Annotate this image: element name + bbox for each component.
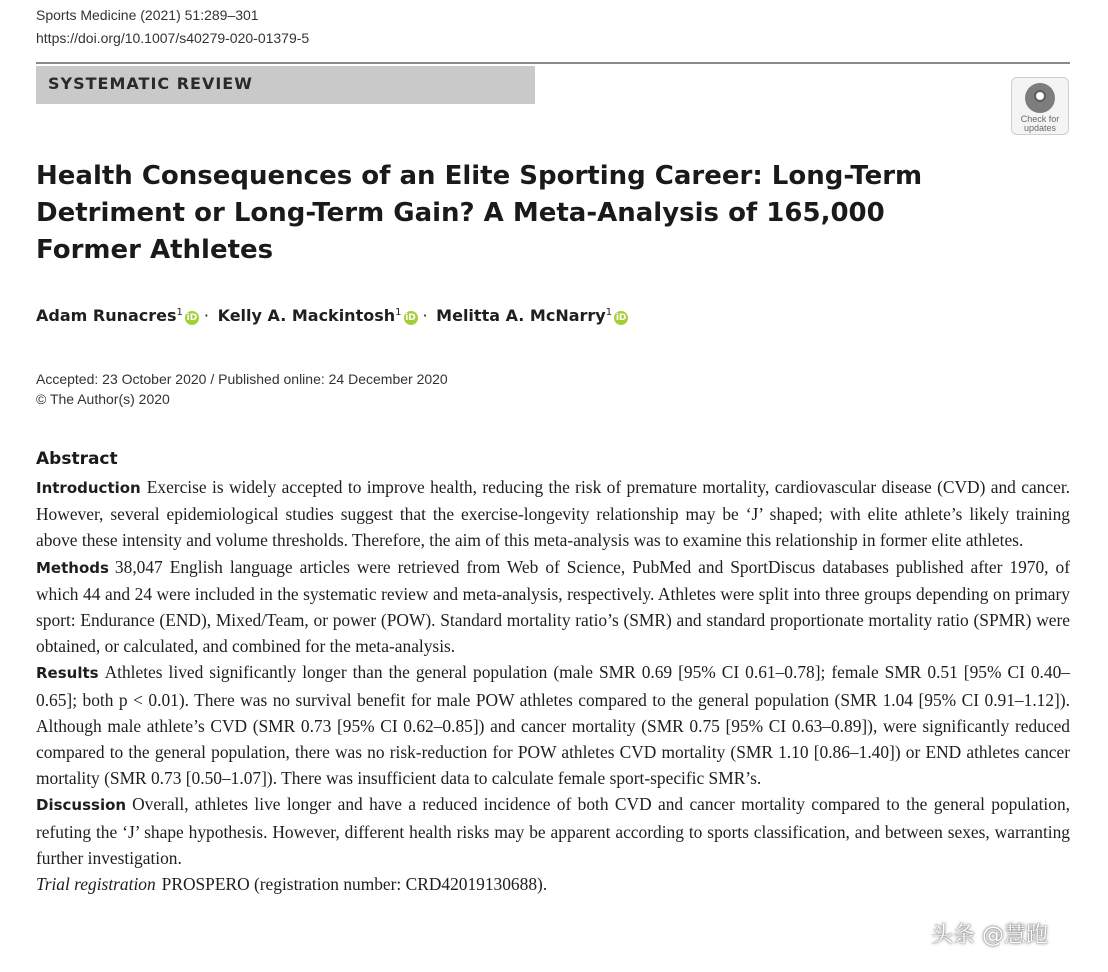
publication-dates <box>36 369 448 409</box>
check-for-updates-icon <box>1025 83 1055 113</box>
author-separator: · <box>203 306 209 325</box>
author-separator: · <box>422 306 428 325</box>
author-name[interactable]: Melitta A. McNarry <box>436 306 606 325</box>
introduction-label: Introduction <box>36 479 141 497</box>
orcid-icon[interactable]: iD <box>405 313 416 323</box>
orcid-icon[interactable]: iD <box>615 313 627 323</box>
author-affiliation: 1 <box>395 307 402 318</box>
copyright-notice: © The Author(s) 2020 <box>36 391 170 407</box>
trial-registration-text: PROSPERO (registration number: CRD42019130688). <box>161 874 548 895</box>
doi-link[interactable]: https://doi.org/10.1007/s40279-020-01379-5 <box>36 30 310 46</box>
results-label: Results <box>36 664 99 683</box>
section-label: SYSTEMATIC REVIEW <box>36 66 535 104</box>
check-for-updates-badge[interactable] <box>1011 77 1069 135</box>
accepted-published-date: Accepted: 23 October 2020 / Published online: 24 December 2020 <box>36 371 448 387</box>
author-affiliation: 1 <box>605 307 613 318</box>
author-affiliation: 1 <box>176 307 183 318</box>
source-watermark: 头条 @慧跑 <box>931 923 1048 948</box>
results-text: Athletes lived significantly longer than the general population (male SMR 0.69 [95% CI 0.61–0.78]; female SMR 0.51 [95% CI 0.40–0.65]; both p < 0.01). There was no survival benefit for male POW athletes compared to the general population (SMR 1.04 [95% CI 0.91–1.12]). Although male athlete’s CVD (SMR 0.73 [95% CI 0.62–0.85]) and cancer mortality (SMR 0.75 [95% CI 0.63–0.89]), were significantly reduced compared to the general population, there was no risk-reduction for POW athletes CVD mortality (SMR 1.10 [0.86–1.40]) or END athletes cancer mortality (SMR 0.73 [0.50–1.07]). There was insufficient data to calculate female sport-specific SMR’s. <box>36 662 1070 789</box>
introduction-text: Exercise is widely accepted to improve health, reducing the risk of premature mortality, cardiovascular disease (CVD) and cancer. However, several epidemiological studies suggest that the exercise-longevity relationship may be ‘J’ shaped; with elite athlete’s likely training above these intensity and volume thresholds. Therefore, the aim of this meta-analysis was to examine this relationship in former elite athletes. <box>36 477 1070 551</box>
abstract-body <box>36 474 1070 897</box>
article-title: Health Consequences of an Elite Sporting Career: Long-Term Detriment or Long-Term Gain? A Meta-Analysis of 165,000 Former Athletes <box>36 161 923 265</box>
orcid-icon[interactable]: iD <box>186 313 198 323</box>
abstract-introduction <box>36 474 1070 554</box>
author-list <box>36 306 630 325</box>
journal-citation: Sports Medicine (2021) 51:289–301 <box>36 7 259 23</box>
check-for-updates-text: Check for updates <box>1020 114 1060 133</box>
discussion-label: Discussion <box>36 796 127 815</box>
abstract-discussion <box>36 791 1070 871</box>
author-name[interactable]: Kelly A. Mackintosh <box>217 306 396 325</box>
discussion-text: Overall, athletes live longer and have a reduced incidence of both CVD and cancer mortality compared to the general population, refuting the ‘J’ shape hypothesis. However, different health risks may be apparent according to sports classification, and between sexes, warranting further investigation. <box>36 794 1070 868</box>
trial-registration-label: Trial registration <box>36 874 156 895</box>
abstract-trial-registration <box>36 871 1070 897</box>
author-name[interactable]: Adam Runacres <box>36 306 177 325</box>
methods-text: 38,047 English language articles were retrieved from Web of Science, PubMed and SportDiscus databases published after 1970, of which 44 and 24 were included in the systematic review and meta-analysis, respectively. Athletes were split into three groups depending on primary sport: Endurance (END), Mixed/Team, or power (POW). Standard mortality ratio’s (SMR) and standard proportionate mortality ratio (SPMR) were obtained, or calculated, and combined for the meta-analysis. <box>36 556 1070 657</box>
header-divider <box>36 62 1070 64</box>
abstract-methods <box>36 554 1070 660</box>
methods-label: Methods <box>36 558 109 577</box>
abstract-results <box>36 659 1070 791</box>
abstract-heading: Abstract <box>36 449 118 469</box>
